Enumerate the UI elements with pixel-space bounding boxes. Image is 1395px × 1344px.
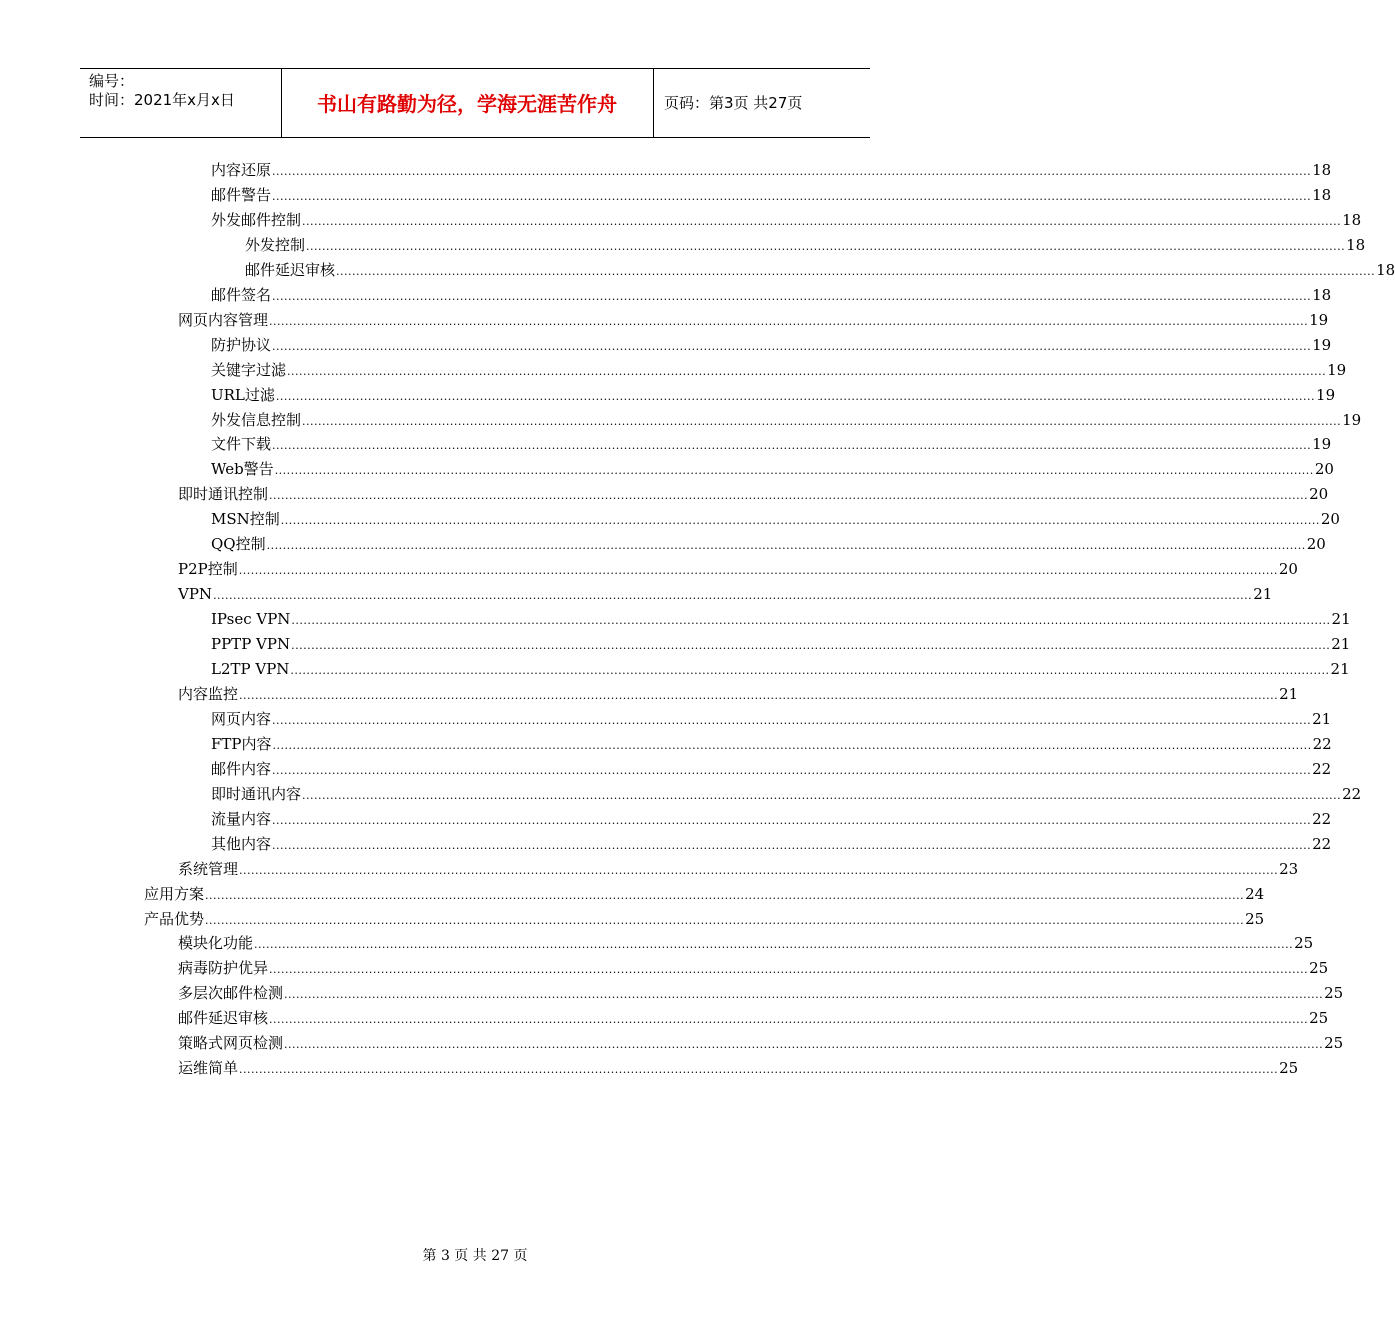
toc-entry-page: 22: [1342, 784, 1362, 803]
toc-entry[interactable]: [211, 657, 1350, 681]
toc-entry-title: 其他内容: [211, 834, 272, 853]
toc-entry-title: 即时通讯控制: [178, 485, 269, 504]
toc-entry[interactable]: [178, 582, 1273, 606]
toc-entry[interactable]: [144, 882, 1265, 906]
toc-entry-title: PPTP VPN: [211, 635, 291, 654]
toc-dot-leader: ....................................................................................................................................................................................................................................................................: [239, 1063, 1279, 1077]
toc-entry-title: 运维简单: [178, 1059, 239, 1078]
toc-entry-page: 19: [1309, 310, 1329, 329]
toc-entry[interactable]: [211, 707, 1332, 731]
toc-dot-leader: ....................................................................................................................................................................................................................................................................: [213, 589, 1253, 603]
toc-entry[interactable]: [211, 782, 1362, 806]
toc-entry-title: 内容还原: [211, 161, 272, 179]
toc-entry-title: 模块化功能: [178, 934, 254, 953]
toc-entry[interactable]: [211, 408, 1362, 432]
header-motto-cell: [281, 69, 654, 137]
toc-entry-title: 网页内容: [211, 709, 272, 728]
toc-entry[interactable]: [211, 208, 1362, 232]
toc-entry-title: 病毒防护优异: [178, 959, 269, 978]
toc-dot-leader: ....................................................................................................................................................................................................................................................................: [272, 763, 1312, 777]
toc-dot-leader: ....................................................................................................................................................................................................................................................................: [254, 938, 1294, 952]
toc-entry-page: 20: [1320, 510, 1340, 529]
toc-entry-title: L2TP VPN: [211, 660, 290, 678]
toc-dot-leader: ....................................................................................................................................................................................................................................................................: [280, 514, 1320, 528]
toc-dot-leader: ....................................................................................................................................................................................................................................................................: [275, 389, 1316, 403]
header-motto: 书山有路勤为径，学海无涯苦作舟: [317, 92, 617, 116]
toc-entry-page: 22: [1312, 759, 1332, 778]
toc-entry-page: 23: [1279, 859, 1299, 878]
toc-dot-leader: ....................................................................................................................................................................................................................................................................: [287, 364, 1327, 378]
toc-entry-page: 19: [1342, 410, 1362, 429]
toc-entry-title: Web警告: [211, 460, 274, 479]
toc-entry-title: 邮件警告: [211, 185, 272, 204]
toc-entry-title: 策略式网页检测: [178, 1034, 284, 1053]
header-page-cell: [654, 69, 870, 137]
toc-entry-title: URL过滤: [211, 385, 275, 404]
toc-entry[interactable]: [178, 1031, 1344, 1055]
toc-entry[interactable]: [178, 1006, 1329, 1030]
toc-entry[interactable]: [211, 507, 1340, 531]
toc-entry-title: 内容监控: [178, 684, 239, 703]
toc-entry-page: 19: [1312, 335, 1332, 354]
toc-entry-page: 25: [1309, 1009, 1329, 1028]
toc-entry-page: 24: [1245, 884, 1265, 903]
toc-dot-leader: ....................................................................................................................................................................................................................................................................: [269, 963, 1309, 977]
toc-entry-title: 外发信息控制: [211, 410, 302, 429]
toc-entry-title: 邮件延迟审核: [245, 260, 336, 279]
toc-entry[interactable]: [178, 1056, 1299, 1080]
toc-dot-leader: ....................................................................................................................................................................................................................................................................: [290, 664, 1330, 677]
toc-entry-page: 20: [1306, 535, 1326, 554]
toc-entry[interactable]: [211, 632, 1351, 656]
toc-entry-title: P2P控制: [178, 560, 238, 579]
toc-dot-leader: ....................................................................................................................................................................................................................................................................: [284, 1038, 1324, 1052]
toc-entry-page: 20: [1314, 460, 1334, 479]
toc-entry[interactable]: [178, 931, 1314, 955]
toc-entry[interactable]: [178, 482, 1329, 506]
toc-dot-leader: ....................................................................................................................................................................................................................................................................: [266, 539, 1306, 553]
toc-entry[interactable]: [245, 258, 1395, 282]
toc-dot-leader: ....................................................................................................................................................................................................................................................................: [239, 863, 1279, 877]
toc-entry-title: 邮件内容: [211, 759, 272, 778]
toc-entry[interactable]: [211, 757, 1332, 781]
toc-entry[interactable]: [178, 557, 1298, 581]
toc-dot-leader: ....................................................................................................................................................................................................................................................................: [239, 688, 1279, 702]
toc-entry-page: 22: [1312, 809, 1332, 828]
toc-dot-leader: ....................................................................................................................................................................................................................................................................: [291, 639, 1331, 653]
toc-entry[interactable]: [245, 233, 1366, 257]
toc-entry[interactable]: [211, 283, 1332, 307]
toc-entry-page: 25: [1324, 984, 1344, 1003]
toc-entry-page: 18: [1312, 285, 1332, 304]
toc-dot-leader: ....................................................................................................................................................................................................................................................................: [269, 1013, 1309, 1027]
toc-dot-leader: ....................................................................................................................................................................................................................................................................: [272, 339, 1312, 353]
toc-entry-page: 18: [1346, 235, 1366, 254]
toc-dot-leader: ....................................................................................................................................................................................................................................................................: [306, 239, 1346, 253]
toc-entry-page: 25: [1279, 1059, 1299, 1078]
toc-dot-leader: ....................................................................................................................................................................................................................................................................: [302, 788, 1342, 802]
toc-entry[interactable]: [211, 333, 1332, 357]
toc-dot-leader: ....................................................................................................................................................................................................................................................................: [272, 439, 1312, 453]
toc-entry-title: FTP内容: [211, 734, 272, 753]
toc-entry-title: 外发邮件控制: [211, 210, 302, 229]
toc-entry-page: 19: [1316, 385, 1336, 404]
toc-entry-page: 18: [1376, 260, 1395, 279]
toc-dot-leader: ....................................................................................................................................................................................................................................................................: [272, 189, 1312, 203]
toc-dot-leader: ....................................................................................................................................................................................................................................................................: [336, 264, 1376, 278]
toc-entry[interactable]: [211, 607, 1351, 631]
toc-entry[interactable]: [211, 383, 1336, 407]
toc-entry-page: 22: [1312, 834, 1332, 853]
toc-dot-leader: ....................................................................................................................................................................................................................................................................: [238, 564, 1278, 578]
document-time-label: 时间：2021年x月x日: [89, 91, 235, 109]
toc-entry[interactable]: [178, 981, 1344, 1005]
toc-entry-page: 19: [1312, 435, 1332, 454]
toc-entry[interactable]: [211, 457, 1334, 481]
toc-entry-page: 21: [1330, 660, 1350, 678]
toc-dot-leader: ....................................................................................................................................................................................................................................................................: [205, 888, 1245, 902]
toc-entry[interactable]: [211, 532, 1326, 556]
toc-entry[interactable]: [178, 308, 1329, 332]
toc-dot-leader: ....................................................................................................................................................................................................................................................................: [302, 414, 1342, 428]
toc-entry[interactable]: [178, 857, 1299, 881]
toc-entry-title: VPN: [178, 585, 213, 604]
toc-entry-page: 21: [1312, 709, 1332, 728]
toc-entry-page: 18: [1312, 161, 1332, 179]
toc-entry-page: 21: [1331, 610, 1351, 629]
toc-entry-page: 22: [1312, 734, 1332, 753]
toc-dot-leader: ....................................................................................................................................................................................................................................................................: [284, 988, 1324, 1002]
toc-entry-title: MSN控制: [211, 510, 280, 529]
toc-dot-leader: ....................................................................................................................................................................................................................................................................: [272, 738, 1312, 752]
toc-entry[interactable]: [178, 956, 1329, 980]
toc-entry[interactable]: [211, 432, 1332, 456]
toc-entry-page: 25: [1309, 959, 1329, 978]
toc-entry[interactable]: [211, 732, 1332, 756]
toc-entry-title: 防护协议: [211, 335, 272, 354]
toc-entry-title: 关键字过滤: [211, 360, 287, 379]
toc-entry-title: QQ控制: [211, 535, 266, 554]
toc-entry[interactable]: [211, 183, 1332, 207]
toc-dot-leader: ....................................................................................................................................................................................................................................................................: [205, 913, 1245, 927]
toc-entry-title: 多层次邮件检测: [178, 984, 284, 1003]
toc-entry-page: 21: [1331, 635, 1351, 654]
toc-entry-page: 21: [1253, 585, 1273, 604]
toc-entry-title: 即时通讯内容: [211, 784, 302, 803]
toc-dot-leader: ....................................................................................................................................................................................................................................................................: [302, 214, 1342, 228]
toc-entry-page: 25: [1294, 934, 1314, 953]
toc-dot-leader: ....................................................................................................................................................................................................................................................................: [272, 165, 1312, 178]
toc-entry-title: 外发控制: [245, 235, 306, 254]
toc-entry-page: 18: [1312, 185, 1332, 204]
header-meta-cell: [80, 69, 282, 137]
toc-entry-page: 25: [1324, 1034, 1344, 1053]
toc-entry[interactable]: [211, 358, 1347, 382]
toc-dot-leader: ....................................................................................................................................................................................................................................................................: [272, 838, 1312, 852]
toc-entry-page: 19: [1327, 360, 1347, 379]
toc-entry-page: 20: [1309, 485, 1329, 504]
toc-entry[interactable]: [144, 907, 1265, 931]
toc-entry-page: 25: [1245, 909, 1265, 928]
toc-dot-leader: ....................................................................................................................................................................................................................................................................: [272, 713, 1312, 727]
toc-entry-title: 产品优势: [144, 909, 205, 928]
toc-entry-title: 邮件延迟审核: [178, 1009, 269, 1028]
toc-entry-title: 流量内容: [211, 809, 272, 828]
toc-entry[interactable]: [178, 682, 1299, 706]
toc-entry[interactable]: [211, 158, 1332, 182]
toc-entry[interactable]: [211, 832, 1332, 856]
header-page-info: 页码：第3页 共27页: [664, 94, 803, 112]
page-footer: 第 3 页 共 27 页: [422, 1248, 528, 1264]
document-number-label: 编号：: [89, 72, 135, 90]
toc-entry-title: 邮件签名: [211, 285, 272, 304]
toc-entry-title: 系统管理: [178, 859, 239, 878]
toc-dot-leader: ....................................................................................................................................................................................................................................................................: [269, 314, 1309, 328]
toc-entry-title: 应用方案: [144, 884, 205, 903]
toc-dot-leader: ....................................................................................................................................................................................................................................................................: [274, 464, 1314, 478]
toc-entry-page: 20: [1278, 560, 1298, 579]
toc-entry-title: 文件下载: [211, 435, 272, 454]
toc-entry-title: 网页内容管理: [178, 310, 269, 329]
toc-dot-leader: ....................................................................................................................................................................................................................................................................: [269, 489, 1309, 503]
page-header: [80, 68, 870, 138]
toc-dot-leader: ....................................................................................................................................................................................................................................................................: [272, 289, 1312, 303]
toc-dot-leader: ....................................................................................................................................................................................................................................................................: [272, 813, 1312, 827]
toc-dot-leader: ....................................................................................................................................................................................................................................................................: [291, 614, 1331, 628]
toc-entry-page: 18: [1342, 210, 1362, 229]
toc-entry-title: IPsec VPN: [211, 610, 291, 629]
toc-entry-page: 21: [1279, 684, 1299, 703]
toc-entry[interactable]: [211, 807, 1332, 831]
